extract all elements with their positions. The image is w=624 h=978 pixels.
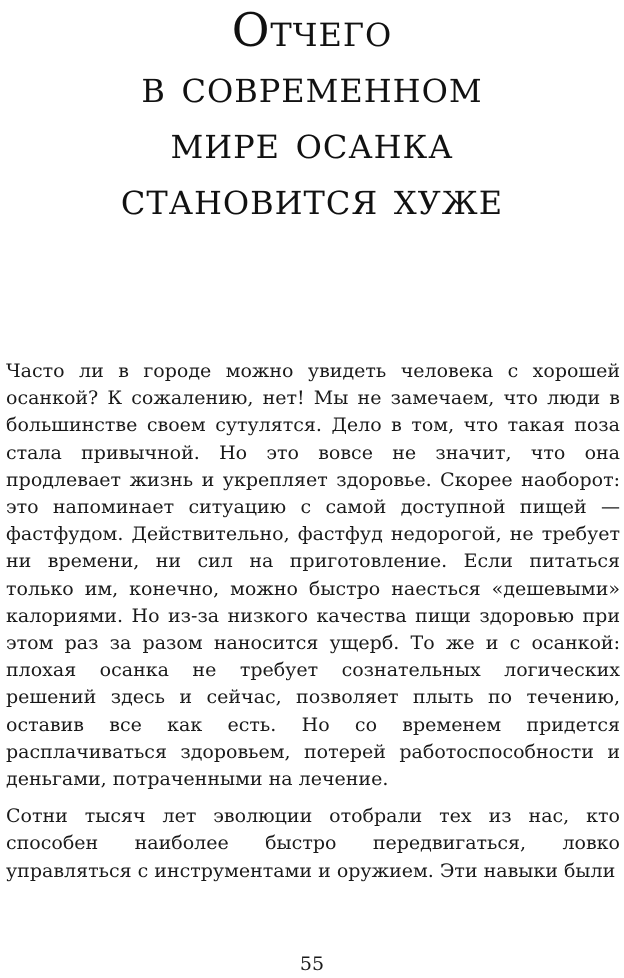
chapter-title-line-2: в современном xyxy=(141,59,483,113)
paragraph-1: Часто ли в городе можно увидеть человека с хорошей осанкой? К сожалению, нет! Мы не замечаем, что люди в большинстве своем сутулятся. Дело в том, что такая поза стала привычной. Но это вовсе не значит, что она продлевает жизнь и укрепляет здоровье. Скорее наоборот: это напоминает ситуацию с самой доступной пищей — фастфудом. Действительно, фастфуд недорогой, не требует ни времени, ни сил на приготовление. Если питаться только им, конечно, можно быстро наесться «дешевыми» калориями. Но из-за низкого качества пищи здоровью при этом раз за разом наносится ущерб. То же и с осанкой: плохая осанка не требует сознательных логических решений здесь и сейчас, позволяет плыть по течению, оставив все как есть. Но со временем придется расплачиваться здоровьем, потерей работоспособности и деньгами, потраченными на лечение. xyxy=(6,360,620,791)
paragraph-2: Сотни тысяч лет эволюции отобрали тех из нас, кто способен наиболее быстро передвигаться, ловко управляться с инструментами и оружием. Эти навыки были xyxy=(6,805,620,882)
chapter-title-line-4: становится хуже xyxy=(120,171,504,225)
chapter-title xyxy=(0,2,624,226)
chapter-title-line-3: мире осанка xyxy=(170,115,454,169)
body-text xyxy=(6,358,620,895)
page-number: 55 xyxy=(299,953,325,975)
chapter-title-line-1: Отчего xyxy=(231,3,393,57)
